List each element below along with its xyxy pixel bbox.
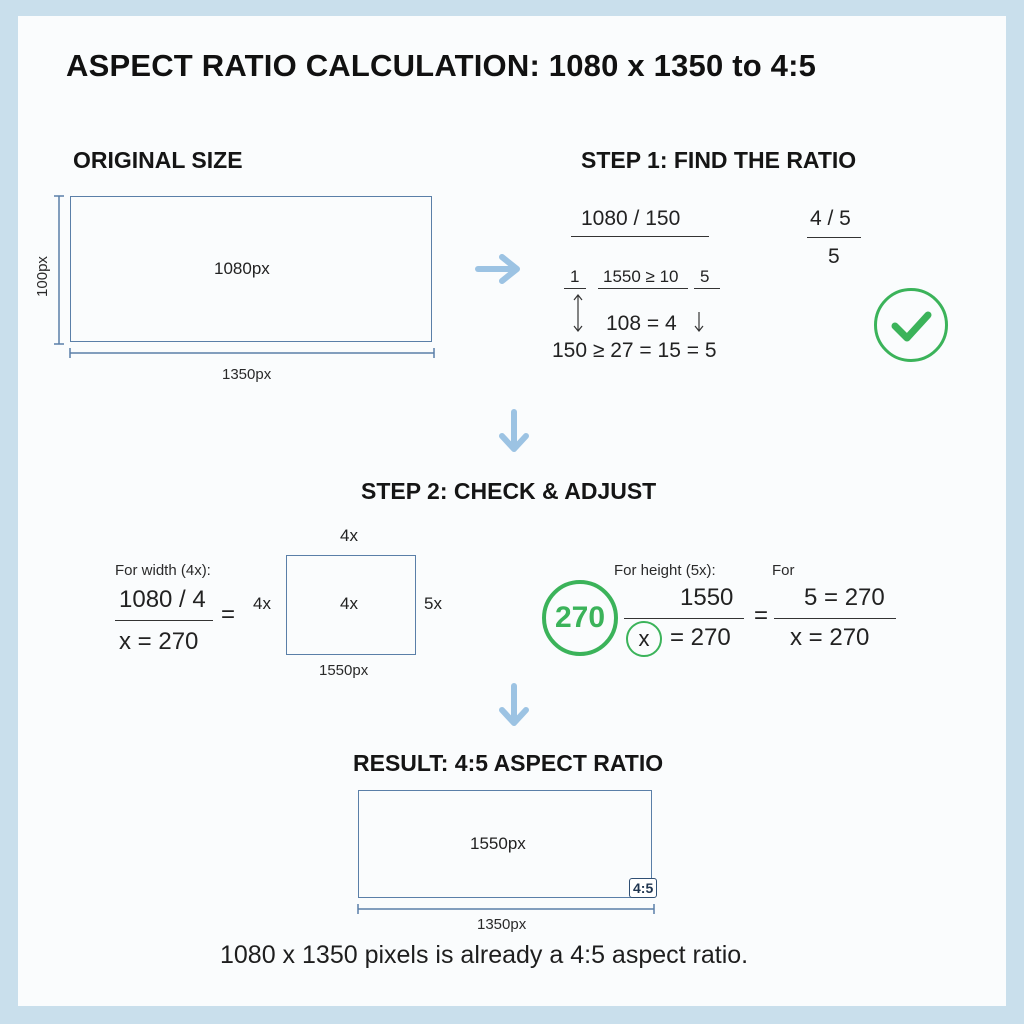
checkmark-icon <box>877 291 945 359</box>
step1-row-a-bar <box>564 288 586 289</box>
down-arrow-icon-1 <box>496 408 532 456</box>
step1-line-2: 108 = 4 <box>606 312 677 335</box>
result-width-label: 1350px <box>477 916 527 933</box>
step1-row-c-bar <box>694 288 720 289</box>
right-fraction-bar <box>774 618 896 619</box>
diagram-canvas <box>18 16 1006 1006</box>
step1-line-3: 150 ≥ 27 = 15 = 5 <box>552 339 717 362</box>
circled-x: x <box>626 621 662 657</box>
width-caption: For width (4x): <box>115 562 211 579</box>
height-caption: For height (5x): <box>614 562 716 579</box>
step2-heading: STEP 2: CHECK & ADJUST <box>361 478 657 504</box>
width-numerator: 1080 / 4 <box>119 586 206 613</box>
original-size-heading: ORIGINAL SIZE <box>73 147 243 173</box>
right-numerator: 5 = 270 <box>804 584 885 611</box>
step1-heading: STEP 1: FIND THE RATIO <box>581 147 857 173</box>
width-result: x = 270 <box>119 628 199 655</box>
ratio-badge: 4:5 <box>629 878 657 898</box>
box-inner-label: 4x <box>340 594 358 613</box>
page-title: ASPECT RATIO CALCULATION: 1080 x 1350 to 4:5 <box>66 48 817 83</box>
equals-sign-1: = <box>221 601 236 628</box>
equals-sign-2: = <box>754 602 769 629</box>
right-result: x = 270 <box>790 624 870 651</box>
result-width-dimension-line <box>356 902 656 916</box>
step1-row-a: 1 <box>570 267 580 286</box>
step1-row-b-bar <box>598 288 688 289</box>
original-inner-label: 1080px <box>214 259 270 278</box>
step1-row-c: 5 <box>700 267 710 286</box>
double-arrow-icon <box>570 292 586 334</box>
step1-fraction-top: 1080 / 150 <box>581 207 681 230</box>
height-result: = 270 <box>670 624 731 651</box>
box-top-label: 4x <box>340 526 358 545</box>
step1-fraction-bar <box>571 236 709 237</box>
original-width-label: 1350px <box>222 366 272 383</box>
right-arrow-icon <box>474 252 524 286</box>
conclusion-text: 1080 x 1350 pixels is already a 4:5 aspect ratio. <box>220 941 749 969</box>
check-circle <box>874 288 948 362</box>
step1-ratio-bottom: 5 <box>828 245 840 268</box>
down-arrow-icon-2 <box>496 682 532 730</box>
width-dimension-line <box>68 346 436 360</box>
height-dimension-line <box>52 194 66 346</box>
circled-270: 270 <box>542 580 618 656</box>
result-heading: RESULT: 4:5 ASPECT RATIO <box>353 750 664 776</box>
result-inner-label: 1550px <box>470 834 526 853</box>
step1-ratio-top: 4 / 5 <box>810 207 851 230</box>
step1-ratio-bar <box>807 237 861 238</box>
box-right-label: 5x <box>424 594 442 613</box>
height-fraction-bar <box>624 618 744 619</box>
box-bottom-label: 1550px <box>319 662 369 679</box>
down-small-arrow-icon <box>692 310 706 334</box>
box-left-label: 4x <box>253 594 271 613</box>
step1-row-b: 1550 ≥ 10 <box>603 267 679 286</box>
height-numerator: 1550 <box>680 584 734 611</box>
original-height-label: 100px <box>33 256 51 297</box>
width-fraction-bar <box>115 620 213 621</box>
for-caption: For <box>772 562 795 579</box>
